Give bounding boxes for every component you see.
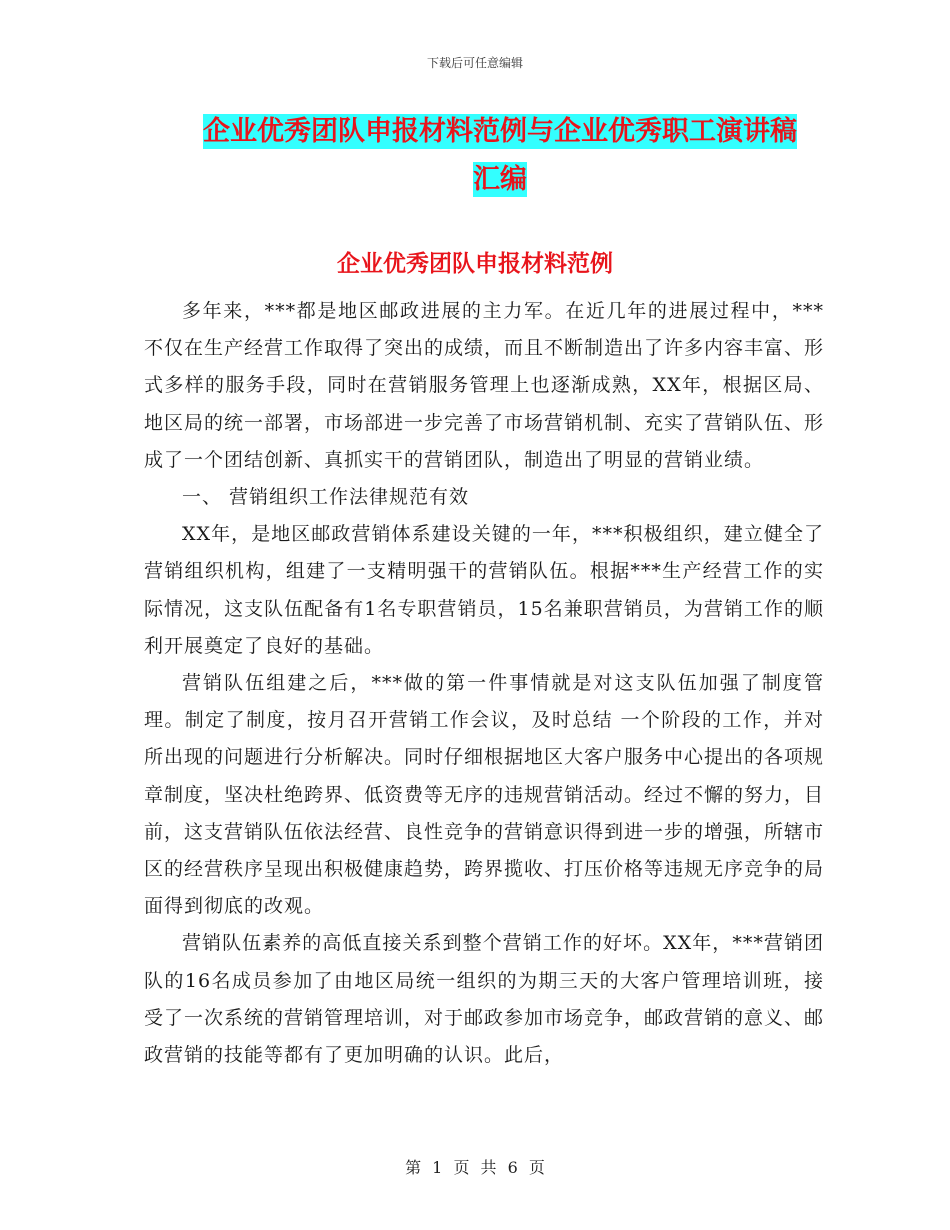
page-footer-number: 第 1 页 共 6 页: [405, 1158, 545, 1177]
page-header-note: 下载后可任意编辑: [426, 56, 523, 70]
document-title-text: 企业优秀团队申报材料范例与企业优秀职工演讲稿汇编: [203, 116, 797, 195]
paragraph: 营销队伍素养的高低直接关系到整个营销工作的好坏。XX年，***营销团队的16名成员参加了由地区局统一组织的为期三天的大客户管理培训班，接受了一次系统的营销管理培训，对于邮政参加市场竞争，邮政营销的意义、邮政营销的技能等都有了更加明确的认识。此后，: [144, 932, 825, 1067]
document-body: [144, 293, 824, 1074]
paragraph: XX年，是地区邮政营销体系建设关键的一年，***积极组织，建立健全了营销组织机构，组建了一支精明强干的营销队伍。根据***生产经营工作的实际情况，这支队伍配备有1名专职营销员，15名兼职营销员，为营销工作的顺利开展奠定了良好的基础。: [144, 523, 824, 657]
section-title: 企业优秀团队申报材料范例: [337, 250, 613, 277]
subsection-heading: 一、 营销组织工作法律规范有效: [182, 486, 470, 509]
document-title: [190, 108, 810, 204]
paragraph: 多年来，***都是地区邮政进展的主力军。在近几年的进展过程中，***不仅在生产经营工作取得了突出的成绩，而且不断制造出了许多内容丰富、形式多样的服务手段，同时在营销服务管理上也逐渐成熟，XX年，根据区局、地区局的统一部署，市场部进一步完善了市场营销机制、充实了营销队伍、形成了一个团结创新、真抓实干的营销团队，制造出了明显的营销业绩。: [144, 300, 825, 471]
paragraph: 营销队伍组建之后，***做的第一件事情就是对这支队伍加强了制度管理。制定了制度，按月召开营销工作会议，及时总结 一个阶段的工作，并对所出现的问题进行分析解决。同时仔细根据地区大客户服务中心提出的各项规章制度，坚决杜绝跨界、低资费等无序的违规营销活动。经过不懈的努力，目前，这支营销队伍依法经营、良性竞争的营销意识得到进一步的增强，所辖市区的经营秩序呈现出积极健康趋势，跨界揽收、打压价格等违规无序竞争的局面得到彻底的改观。: [144, 672, 825, 918]
